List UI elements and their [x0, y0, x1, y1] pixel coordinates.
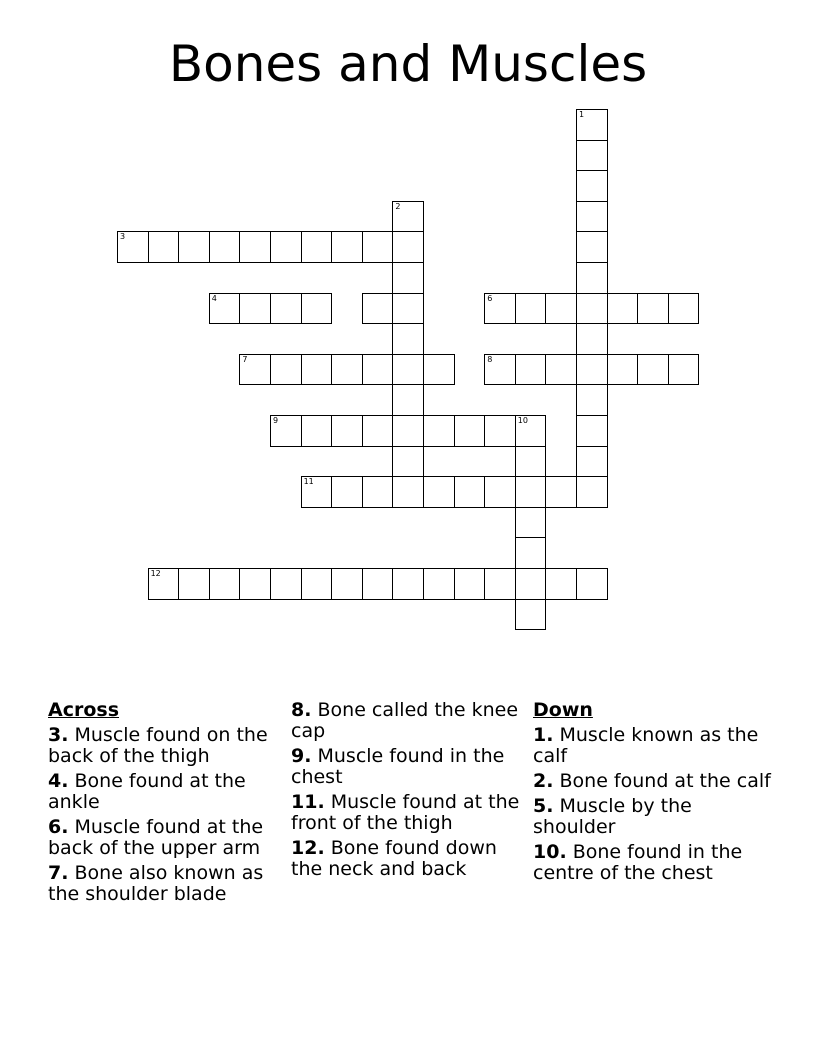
grid-cell[interactable]: [576, 446, 608, 478]
grid-cell[interactable]: [392, 415, 424, 447]
grid-cell[interactable]: [270, 354, 302, 386]
grid-cell[interactable]: [484, 354, 516, 386]
grid-cell[interactable]: [668, 293, 700, 325]
grid-cell[interactable]: [454, 568, 486, 600]
grid-cell[interactable]: [239, 568, 271, 600]
clue: [48, 771, 286, 813]
grid-cell[interactable]: [576, 384, 608, 416]
grid-cell[interactable]: [362, 354, 394, 386]
clue-number: 11: [303, 477, 314, 487]
clue-number: 12.: [291, 837, 325, 859]
clue-number: 6.: [48, 816, 69, 838]
grid-cell[interactable]: [392, 231, 424, 263]
clue-number: 6: [487, 293, 493, 303]
grid-cell[interactable]: [545, 293, 577, 325]
grid-cell[interactable]: [209, 231, 241, 263]
clue: [48, 817, 286, 859]
grid-cell[interactable]: [607, 354, 639, 386]
grid-cell[interactable]: [392, 201, 424, 233]
grid-cell[interactable]: [301, 293, 333, 325]
grid-cell[interactable]: [576, 354, 608, 386]
clue-number: 3: [120, 232, 126, 242]
clue-text: Bone found at the ankle: [48, 770, 246, 813]
down-header: Down: [533, 699, 593, 721]
clue-number: 11.: [291, 791, 325, 813]
clue-number: 10: [517, 416, 528, 425]
grid-cell[interactable]: [515, 568, 547, 600]
clue-number: 7.: [48, 862, 69, 884]
grid-cell[interactable]: [668, 354, 700, 386]
clue-number: 2.: [533, 770, 554, 792]
clue: [48, 725, 286, 767]
grid-cell[interactable]: [239, 231, 271, 263]
clue: [291, 700, 529, 742]
clue-text: Muscle by the shoulder: [533, 795, 692, 838]
grid-cell[interactable]: [484, 476, 516, 508]
grid-cell[interactable]: [515, 446, 547, 478]
clue-number: 1: [579, 110, 585, 119]
grid-cell[interactable]: [484, 415, 516, 447]
grid-cell[interactable]: [362, 293, 394, 325]
grid-cell[interactable]: [484, 568, 516, 600]
grid-cell[interactable]: [331, 231, 363, 263]
clue-number: 9.: [291, 745, 312, 767]
grid-cell[interactable]: [576, 170, 608, 202]
clue-number: 10.: [533, 841, 567, 863]
grid-cell[interactable]: [209, 293, 241, 325]
grid-cell[interactable]: [392, 568, 424, 600]
grid-cell[interactable]: [576, 231, 608, 263]
across-clues-column-2: [291, 700, 529, 884]
across-clues-column-1: [48, 700, 286, 909]
across-header: Across: [48, 699, 120, 721]
grid-cell[interactable]: [301, 476, 333, 508]
grid-cell[interactable]: [576, 201, 608, 233]
grid-cell[interactable]: [423, 476, 455, 508]
grid-cell[interactable]: [331, 354, 363, 386]
grid-cell[interactable]: [392, 262, 424, 294]
grid-cell[interactable]: [362, 231, 394, 263]
grid-cell[interactable]: [607, 293, 639, 325]
clue-text: Muscle known as the calf: [533, 724, 759, 767]
grid-cell[interactable]: [301, 231, 333, 263]
clue-text: Muscle found on the back of the thigh: [48, 724, 268, 767]
clue-text: Bone called the knee cap: [291, 699, 519, 742]
grid-cell[interactable]: [423, 568, 455, 600]
clue-number: 7: [242, 354, 248, 364]
clue: [533, 842, 771, 884]
grid-cell[interactable]: [178, 568, 210, 600]
grid-cell[interactable]: [148, 568, 180, 600]
clue: [291, 746, 529, 788]
clue-text: Bone found in the centre of the chest: [533, 841, 743, 884]
grid-cell[interactable]: [362, 415, 394, 447]
clue-number: 1.: [533, 724, 554, 746]
grid-cell[interactable]: [576, 109, 608, 141]
grid-cell[interactable]: [270, 415, 302, 447]
grid-cell[interactable]: [331, 476, 363, 508]
clue-text: Bone found down the neck and back: [291, 837, 497, 880]
clue-number: 5.: [533, 795, 554, 817]
grid-cell[interactable]: [515, 415, 547, 447]
grid-cell[interactable]: [331, 568, 363, 600]
grid-cell[interactable]: [454, 476, 486, 508]
clue-text: Bone found at the calf: [553, 770, 771, 792]
grid-cell[interactable]: [423, 415, 455, 447]
grid-cell[interactable]: [392, 476, 424, 508]
grid-cell[interactable]: [576, 140, 608, 172]
grid-cell[interactable]: [148, 231, 180, 263]
clue-number: 9: [273, 416, 279, 425]
clue-text: Muscle found in the chest: [291, 745, 505, 788]
clue: [533, 725, 771, 767]
grid-cell[interactable]: [545, 354, 577, 386]
clue-number: 8.: [291, 699, 312, 721]
clue-list: [533, 725, 771, 884]
grid-cell[interactable]: [362, 476, 394, 508]
clue-text: Muscle found at the back of the upper arm: [48, 816, 264, 859]
grid-cell[interactable]: [515, 507, 547, 539]
grid-cell[interactable]: [576, 293, 608, 325]
grid-cell[interactable]: [576, 415, 608, 447]
grid-cell[interactable]: [515, 293, 547, 325]
clue-list: [291, 700, 529, 880]
grid-cell[interactable]: [545, 568, 577, 600]
grid-cell[interactable]: [576, 323, 608, 355]
clue-number: 8: [487, 354, 493, 364]
grid-cell[interactable]: [515, 537, 547, 569]
grid-cell[interactable]: [576, 262, 608, 294]
grid-cell[interactable]: [392, 293, 424, 325]
clue-number: 3.: [48, 724, 69, 746]
grid-cell[interactable]: [209, 568, 241, 600]
clue-number: 12: [150, 569, 161, 578]
grid-cell[interactable]: [637, 293, 669, 325]
grid-cell[interactable]: [576, 568, 608, 600]
grid-cell[interactable]: [331, 415, 363, 447]
grid-cell[interactable]: [392, 446, 424, 478]
clue: [533, 796, 771, 838]
grid-cell[interactable]: [270, 568, 302, 600]
grid-cell[interactable]: [362, 568, 394, 600]
grid-cell[interactable]: [515, 476, 547, 508]
grid-cell[interactable]: [545, 476, 577, 508]
grid-cell[interactable]: [637, 354, 669, 386]
clue: [291, 792, 529, 834]
grid-cell[interactable]: [392, 384, 424, 416]
clue: [48, 863, 286, 905]
grid-cell[interactable]: [178, 231, 210, 263]
clue-text: Bone also known as the shoulder blade: [48, 862, 264, 905]
grid-cell[interactable]: [301, 415, 333, 447]
grid-cell[interactable]: [301, 568, 333, 600]
clue-number: 4.: [48, 770, 69, 792]
grid-cell[interactable]: [301, 354, 333, 386]
clue-number: 4: [211, 293, 217, 303]
grid-cell[interactable]: [270, 293, 302, 325]
grid-cell[interactable]: [423, 354, 455, 386]
clue-list: [48, 725, 286, 905]
grid-cell[interactable]: [270, 231, 302, 263]
grid-cell[interactable]: [515, 354, 547, 386]
grid-cell[interactable]: [239, 354, 271, 386]
grid-cell[interactable]: [239, 293, 271, 325]
clue: [533, 771, 771, 792]
grid-cell[interactable]: [484, 293, 516, 325]
clue-text: Muscle found at the front of the thigh: [291, 791, 520, 834]
grid-cell[interactable]: [515, 599, 547, 631]
grid-cell[interactable]: [392, 354, 424, 386]
grid-cell[interactable]: [117, 231, 149, 263]
down-clues-column: [533, 700, 771, 888]
clue: [291, 838, 529, 880]
grid-cell[interactable]: [454, 415, 486, 447]
clue-number: 2: [395, 201, 401, 211]
grid-cell[interactable]: [392, 323, 424, 355]
page-title: Bones and Muscles: [168, 35, 648, 93]
grid-cell[interactable]: [576, 476, 608, 508]
